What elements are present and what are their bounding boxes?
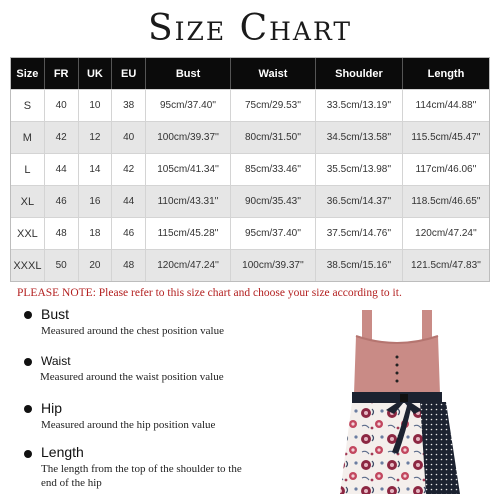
size-chart-table	[10, 57, 490, 282]
table-row	[11, 121, 489, 153]
black-dot-icon	[24, 405, 32, 413]
table-cell: 44	[112, 185, 146, 217]
table-cell: 115cm/45.28''	[146, 217, 231, 249]
table-cell: 115.5cm/45.47''	[403, 121, 489, 153]
black-dot-icon	[24, 450, 32, 458]
header-fr: FR	[45, 58, 79, 89]
table-cell: 20	[79, 249, 113, 281]
table-cell: XXL	[11, 217, 45, 249]
table-cell: 120cm/47.24''	[403, 217, 489, 249]
table-cell: 90cm/35.43''	[231, 185, 316, 217]
table-cell: 10	[79, 89, 113, 121]
table-cell: 40	[112, 121, 146, 153]
size-note	[17, 287, 487, 299]
table-cell: 121.5cm/47.83''	[403, 249, 489, 281]
table-cell: 95cm/37.40''	[231, 217, 316, 249]
measure-desc: Measured around the chest position value	[41, 325, 224, 337]
table-cell: 42	[112, 153, 146, 185]
measure-title: Waist	[41, 354, 71, 368]
table-cell: 100cm/39.37''	[231, 249, 316, 281]
table-cell: 42	[45, 121, 79, 153]
page-title: Size Chart	[147, 8, 353, 49]
black-dot-icon	[24, 358, 32, 366]
table-cell: 37.5cm/14.76''	[316, 217, 403, 249]
measure-desc: The length from the top of the shoulder to the end of the hip	[41, 463, 242, 489]
table-cell: 18	[79, 217, 113, 249]
table-cell: XL	[11, 185, 45, 217]
table-cell: 75cm/29.53''	[231, 89, 316, 121]
table-cell: 46	[112, 217, 146, 249]
table-cell: S	[11, 89, 45, 121]
table-cell: 46	[45, 185, 79, 217]
table-cell: 114cm/44.88''	[403, 89, 489, 121]
header-shoulder: Shoulder	[316, 58, 403, 89]
header-waist: Waist	[231, 58, 316, 89]
measure-title: Hip	[41, 400, 63, 416]
table-cell: 110cm/43.31''	[146, 185, 231, 217]
table-cell: 105cm/41.34''	[146, 153, 231, 185]
measure-desc: Measured around the hip position value	[41, 419, 216, 431]
table-cell: 40	[45, 89, 79, 121]
header-length: Length	[403, 58, 489, 89]
table-cell: 35.5cm/13.98''	[316, 153, 403, 185]
table-cell: 44	[45, 153, 79, 185]
note-prefix: PLEASE NOTE:	[17, 287, 96, 299]
table-cell: 33.5cm/13.19''	[316, 89, 403, 121]
measure-title: Length	[41, 444, 84, 460]
table-cell: 120cm/47.24''	[146, 249, 231, 281]
table-cell: 36.5cm/14.37''	[316, 185, 403, 217]
table-row	[11, 185, 489, 217]
table-cell: 80cm/31.50''	[231, 121, 316, 153]
table-cell: XXXL	[11, 249, 45, 281]
table-header-row	[11, 58, 489, 89]
table-cell: 48	[112, 249, 146, 281]
table-cell: 38	[112, 89, 146, 121]
table-cell: 48	[45, 217, 79, 249]
header-bust: Bust	[146, 58, 231, 89]
table-row	[11, 217, 489, 249]
table-cell: 38.5cm/15.16''	[316, 249, 403, 281]
table-cell: 12	[79, 121, 113, 153]
dirndl-dress-image	[334, 302, 484, 497]
table-cell: 16	[79, 185, 113, 217]
table-cell: 85cm/33.46''	[231, 153, 316, 185]
table-cell: 50	[45, 249, 79, 281]
table-cell: L	[11, 153, 45, 185]
table-cell: 14	[79, 153, 113, 185]
measure-title: Bust	[41, 306, 70, 322]
table-cell: M	[11, 121, 45, 153]
black-dot-icon	[24, 311, 32, 319]
measure-desc: Measured around the waist position value	[40, 371, 224, 383]
note-text: Please refer to this size chart and choose your size according to it.	[95, 287, 402, 299]
table-row	[11, 153, 489, 185]
table-row	[11, 89, 489, 121]
table-cell: 117cm/46.06''	[403, 153, 489, 185]
table-cell: 34.5cm/13.58''	[316, 121, 403, 153]
table-cell: 118.5cm/46.65''	[403, 185, 489, 217]
header-size: Size	[11, 58, 45, 89]
table-cell: 100cm/39.37''	[146, 121, 231, 153]
table-cell: 95cm/37.40''	[146, 89, 231, 121]
header-eu: EU	[112, 58, 146, 89]
table-row	[11, 249, 489, 281]
header-uk: UK	[79, 58, 113, 89]
